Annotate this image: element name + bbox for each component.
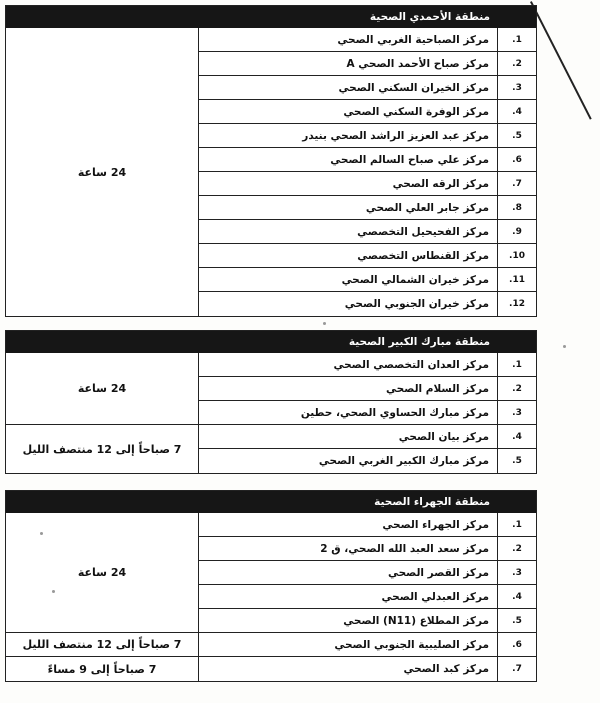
health-center-name: مركز الجهراء الصحي <box>199 513 497 537</box>
row-number: 5. <box>498 124 536 148</box>
row-number: 5. <box>512 456 522 466</box>
row-number: 2. <box>498 377 536 401</box>
health-center-name: مركز بيان الصحي <box>199 425 497 449</box>
working-hours: 7 صباحاً إلى 12 منتصف الليل <box>22 442 182 456</box>
working-hours: 24 ساعة <box>6 353 198 425</box>
row-number: 3. <box>498 76 536 100</box>
row-number: 5. <box>498 609 536 633</box>
number-column <box>497 353 536 473</box>
working-hours: 24 ساعة <box>77 165 127 179</box>
number-column <box>497 28 536 316</box>
working-hours: 7 صباحاً إلى 12 منتصف الليل <box>6 633 198 657</box>
health-center-name: مركز الصباحية الغربي الصحي <box>199 28 497 52</box>
health-center-name: مركز كبد الصحي <box>403 663 489 675</box>
table-header <box>6 331 536 353</box>
working-hours-column <box>6 353 198 473</box>
row-number: 7. <box>498 172 536 196</box>
region-title: منطقة الأحمدي الصحية <box>369 11 490 23</box>
region-title: منطقة الجهراء الصحية <box>374 496 490 508</box>
health-center-name: مركز سعد العبد الله الصحي، ق 2 <box>199 537 497 561</box>
health-center-name: مركز الوفرة السكني الصحي <box>199 100 497 124</box>
health-center-name: مركز مبارك الكبير الغربي الصحي <box>318 455 489 467</box>
health-center-name: مركز علي صباح السالم الصحي <box>199 148 497 172</box>
health-center-name: مركز الرقه الصحي <box>199 172 497 196</box>
row-number: 3. <box>498 401 536 425</box>
row-number: 6. <box>498 633 536 657</box>
row-number: 12. <box>509 299 525 309</box>
row-number: 8. <box>498 196 536 220</box>
working-hours-column <box>6 513 198 681</box>
row-number: 2. <box>498 537 536 561</box>
row-number: 7. <box>512 664 522 674</box>
scan-speck <box>323 322 326 325</box>
table-header <box>6 491 536 513</box>
health-center-name: مركز صباح الأحمد الصحي A <box>199 52 497 76</box>
health-center-name: مركز القصر الصحي <box>199 561 497 585</box>
health-center-name: مركز السلام الصحي <box>199 377 497 401</box>
row-number: 1. <box>498 28 536 52</box>
health-center-name: مركز المطلاع (N11) الصحي <box>199 609 497 633</box>
scan-speck <box>563 345 566 348</box>
jahra-region-table <box>5 490 537 682</box>
region-title: منطقة مبارك الكبير الصحية <box>348 336 490 348</box>
ahmadi-region-table <box>5 5 537 317</box>
health-center-name: مركز الصليبية الجنوبي الصحي <box>199 633 497 657</box>
row-number: 2. <box>498 52 536 76</box>
row-number: 4. <box>498 425 536 449</box>
working-hours: 24 ساعة <box>6 513 198 633</box>
health-center-name: مركز خيران الجنوبي الصحي <box>344 298 489 310</box>
center-name-column <box>198 353 497 473</box>
scan-speck <box>40 532 43 535</box>
health-center-name: مركز الفحيحيل التخصصي <box>199 220 497 244</box>
row-number: 10. <box>498 244 536 268</box>
row-number: 4. <box>498 100 536 124</box>
health-center-name: مركز العدان التخصصي الصحي <box>199 353 497 377</box>
health-center-name: مركز القنطاس التخصصي <box>199 244 497 268</box>
row-number: 1. <box>498 513 536 537</box>
number-column <box>497 513 536 681</box>
center-name-column <box>198 28 497 316</box>
working-hours: 7 صباحاً إلى 9 مساءً <box>47 662 157 676</box>
table-header <box>6 6 536 28</box>
health-center-name: مركز العبدلي الصحي <box>199 585 497 609</box>
health-center-name: مركز الخيران السكني الصحي <box>199 76 497 100</box>
health-center-name: مركز عبد العزيز الراشد الصحي بنيدر <box>199 124 497 148</box>
row-number: 9. <box>498 220 536 244</box>
scan-diagonal-line <box>530 1 592 120</box>
center-name-column <box>198 513 497 681</box>
health-center-name: مركز مبارك الحساوي الصحي، حطين <box>199 401 497 425</box>
health-center-name: مركز خيران الشمالي الصحي <box>199 268 497 292</box>
mubarak-al-kabeer-region-table <box>5 330 537 474</box>
row-number: 4. <box>498 585 536 609</box>
working-hours-column <box>6 28 198 316</box>
row-number: 3. <box>498 561 536 585</box>
scan-speck <box>52 590 55 593</box>
row-number: 6. <box>498 148 536 172</box>
health-center-name: مركز جابر العلي الصحي <box>199 196 497 220</box>
row-number: 11. <box>498 268 536 292</box>
row-number: 1. <box>498 353 536 377</box>
